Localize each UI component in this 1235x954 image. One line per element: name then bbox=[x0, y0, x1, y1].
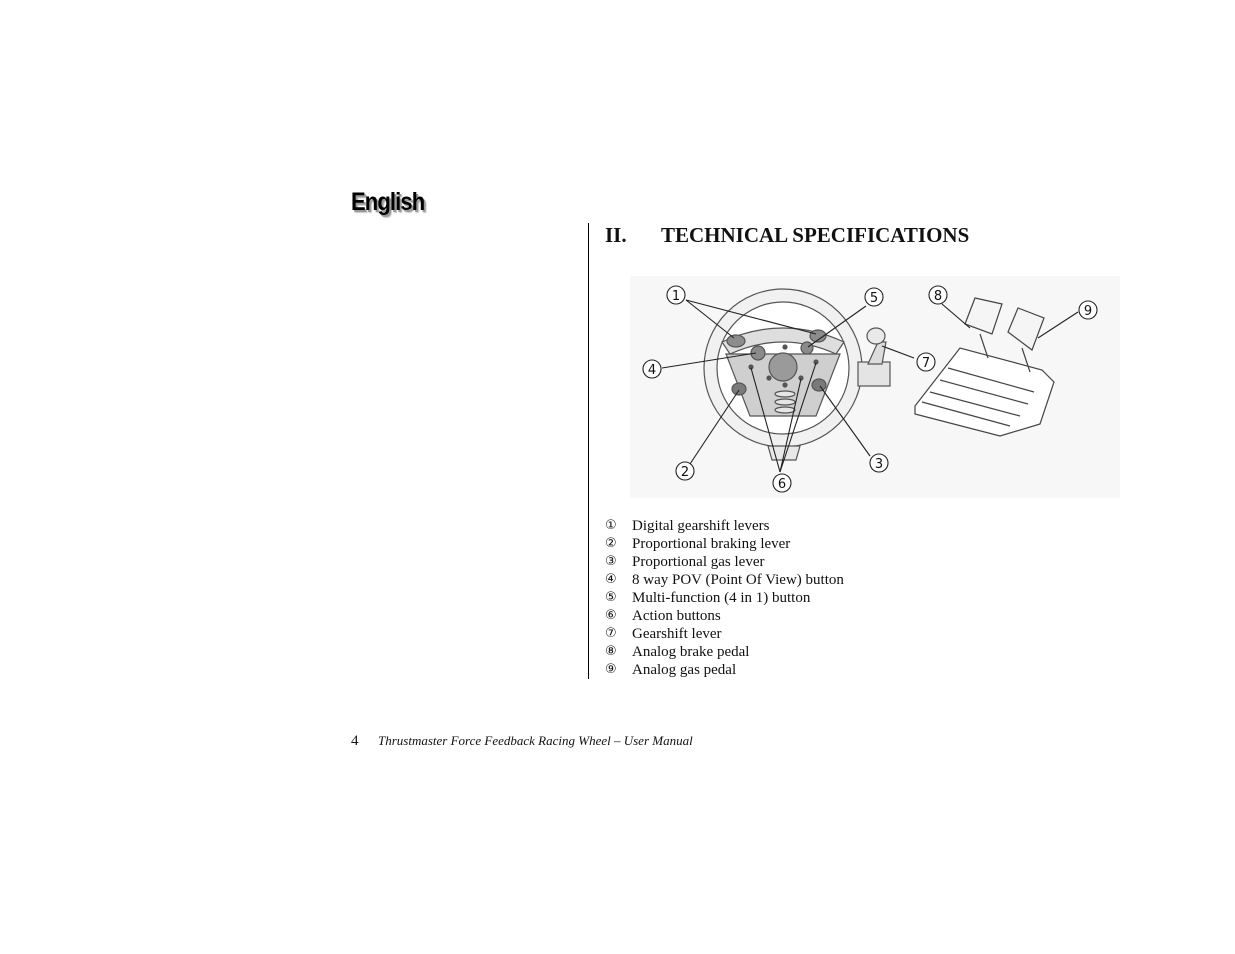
legend-marker: ⑥ bbox=[605, 608, 617, 623]
legend-label: Digital gearshift levers bbox=[632, 518, 770, 534]
callout-3: 3 bbox=[874, 457, 884, 472]
legend-label: Analog brake pedal bbox=[632, 644, 750, 660]
list-item bbox=[605, 553, 844, 571]
manual-title: Thrustmaster Force Feedback Racing Wheel – User Manual bbox=[378, 733, 693, 748]
legend-marker: ② bbox=[605, 536, 617, 551]
list-item bbox=[605, 643, 844, 661]
list-item bbox=[605, 661, 844, 679]
legend-label: Proportional gas lever bbox=[632, 554, 765, 570]
spec-legend-list bbox=[605, 517, 844, 679]
legend-marker: ③ bbox=[605, 554, 617, 569]
page-footer bbox=[351, 733, 693, 750]
section-number: II. bbox=[605, 223, 627, 247]
legend-label: Action buttons bbox=[632, 608, 721, 624]
legend-marker: ⑤ bbox=[605, 590, 617, 605]
legend-label: Proportional braking lever bbox=[632, 536, 791, 552]
language-title: English bbox=[351, 188, 425, 216]
list-item bbox=[605, 589, 844, 607]
callout-4: 4 bbox=[647, 363, 657, 378]
wheel-and-pedals-diagram bbox=[630, 276, 1120, 498]
legend-marker: ① bbox=[605, 518, 617, 533]
legend-label: Gearshift lever bbox=[632, 626, 722, 642]
section-title: TECHNICAL SPECIFICATIONS bbox=[661, 223, 970, 247]
list-item bbox=[605, 625, 844, 643]
section-heading bbox=[605, 223, 969, 248]
callout-6: 6 bbox=[777, 477, 787, 492]
list-item bbox=[605, 535, 844, 553]
legend-label: Multi-function (4 in 1) button bbox=[632, 590, 811, 606]
callout-2: 2 bbox=[680, 465, 690, 480]
list-item bbox=[605, 607, 844, 625]
legend-label: Analog gas pedal bbox=[632, 662, 737, 678]
callout-5: 5 bbox=[869, 291, 879, 306]
callout-9: 9 bbox=[1083, 304, 1093, 319]
legend-marker: ⑦ bbox=[605, 626, 617, 641]
legend-marker: ⑨ bbox=[605, 662, 617, 677]
legend-marker: ⑧ bbox=[605, 644, 617, 659]
column-divider bbox=[588, 223, 589, 679]
callout-7: 7 bbox=[921, 356, 931, 371]
legend-marker: ④ bbox=[605, 572, 617, 587]
list-item bbox=[605, 517, 844, 535]
page-number: 4 bbox=[351, 733, 359, 749]
list-item bbox=[605, 571, 844, 589]
callout-8: 8 bbox=[933, 289, 943, 304]
legend-label: 8 way POV (Point Of View) button bbox=[632, 572, 844, 588]
callout-1: 1 bbox=[671, 289, 681, 304]
